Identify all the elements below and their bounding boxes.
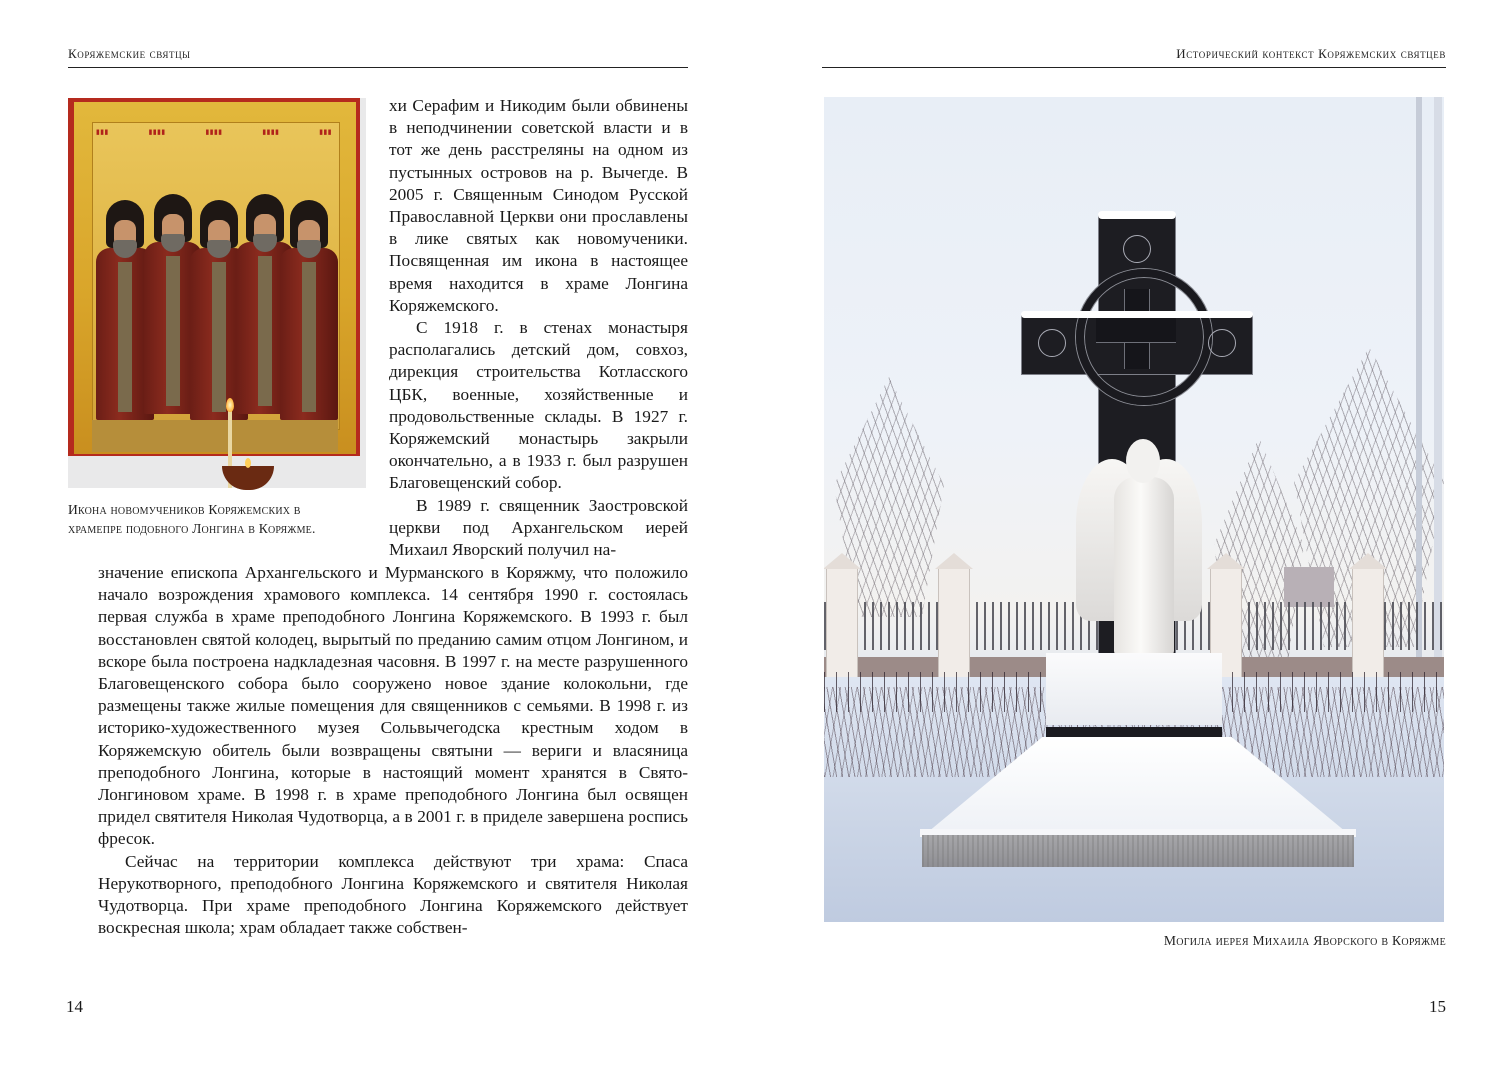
icon-frame <box>68 98 360 456</box>
fence-pillar <box>938 567 970 689</box>
icon-caption <box>68 500 368 538</box>
header-rule-left <box>68 67 688 68</box>
running-head-right: Исторический контекст Коряжемских святцев <box>1176 46 1446 61</box>
paragraph: хи Серафим и Никодим были обвинены в неподчинении советской власти и в тот же день расстреляны на одном из пустынных островов на р. Вычегде. В 2005 г. Священным Синодом Русской Православной Церкви они прославлены в лике святых как новомученики. Посвященная им икона в настоящее время находится в храме Лонгина Коряжемского. <box>389 96 688 315</box>
grave-photo <box>824 97 1444 922</box>
granite-base <box>922 835 1354 867</box>
icon-caption-line: Икона новомучеников Коряжемских в <box>68 502 301 517</box>
statue-plinth <box>1046 653 1222 725</box>
paragraph: Сейчас на территории комплекса действуют три храма: Спаса Нерукотворного, преподобного Лонгина Коряжемского и святителя Николая Чудотворца. При храме преподобного Лонгина Коряжемского действует воскресная школа; храм обладает также собствен- <box>98 851 688 938</box>
pole <box>1434 97 1442 657</box>
body-text-wide-column <box>98 562 688 939</box>
candle-flame <box>226 398 234 412</box>
paragraph: значение епископа Архангельского и Мурманского в Коряжму, что положило начало возрождения храмового комплекса. 14 сентября 1990 г. состоялась первая служба в храме преподобного Лонгина Коряжемского. В 1993 г. был восстановлен святой колодец, вырытый по преданию самим отцом Лонгином, и вскоре была построена надкладезная часовня. В 1997 г. на месте разрушенного Благовещенского собора было сооружено новое здание колокольни, где размещены также жилые помещения для священников с семьями. В 1998 г. из историко-художественного музея Сольвычегодска крестным ходом в Коряжемскую обитель были возвращены святыни — вериги и власяница преподобного Лонгина, которые в настоящий момент хранятся в Свято-Лонгиновом храме. В 1998 г. в храме преподобного Лонгина был освящен придел святителя Николая Чудотворца, а в 2001 г. в приделе завершена роспись фресок. <box>98 563 688 849</box>
page-number-left: 14 <box>66 997 83 1016</box>
fence-pillar <box>826 567 858 689</box>
icon-photo <box>68 98 366 488</box>
paragraph: В 1989 г. священник Заостровской церкви под Архангельском иерей Михаил Яворский получил на- <box>389 495 688 560</box>
cross-ornament <box>1038 329 1066 357</box>
photo-caption: Могила иерея Михаила Яворского в Коряжме <box>1163 933 1446 948</box>
angel-statue <box>1114 477 1174 655</box>
angel-head <box>1126 439 1160 483</box>
saint-figure <box>280 200 338 420</box>
body-text-narrow-column <box>389 95 688 561</box>
running-head-left: Коряжемские святцы <box>68 46 191 61</box>
icon-caption-line: храмепре подобного Лонгина в Коряжме. <box>68 521 316 536</box>
icon-inscription: ▮▮▮ ▮▮▮▮ ▮▮▮▮ ▮▮▮▮ ▮▮▮ <box>96 128 332 136</box>
paragraph: С 1918 г. в стенах монастыря располагались детский дом, совхоз, дирекция строительства Котласского ЦБК, военные, хозяйственные и продовольственные склады. В 1927 г. Коряжемский монастырь закрыли окончательно, а в 1933 г. был разрушен Благовещенский собор. <box>389 318 688 493</box>
cross-ornament <box>1123 235 1151 263</box>
snow-cap <box>1098 211 1176 219</box>
fence-pillar <box>1352 567 1384 689</box>
distant-building <box>1284 567 1334 607</box>
snow-cap <box>1021 311 1253 318</box>
lamp-flame <box>245 458 251 468</box>
page-number-right: 15 <box>1429 997 1446 1016</box>
pole <box>1416 97 1422 657</box>
header-rule-right <box>822 67 1446 68</box>
cross-ornament <box>1208 329 1236 357</box>
